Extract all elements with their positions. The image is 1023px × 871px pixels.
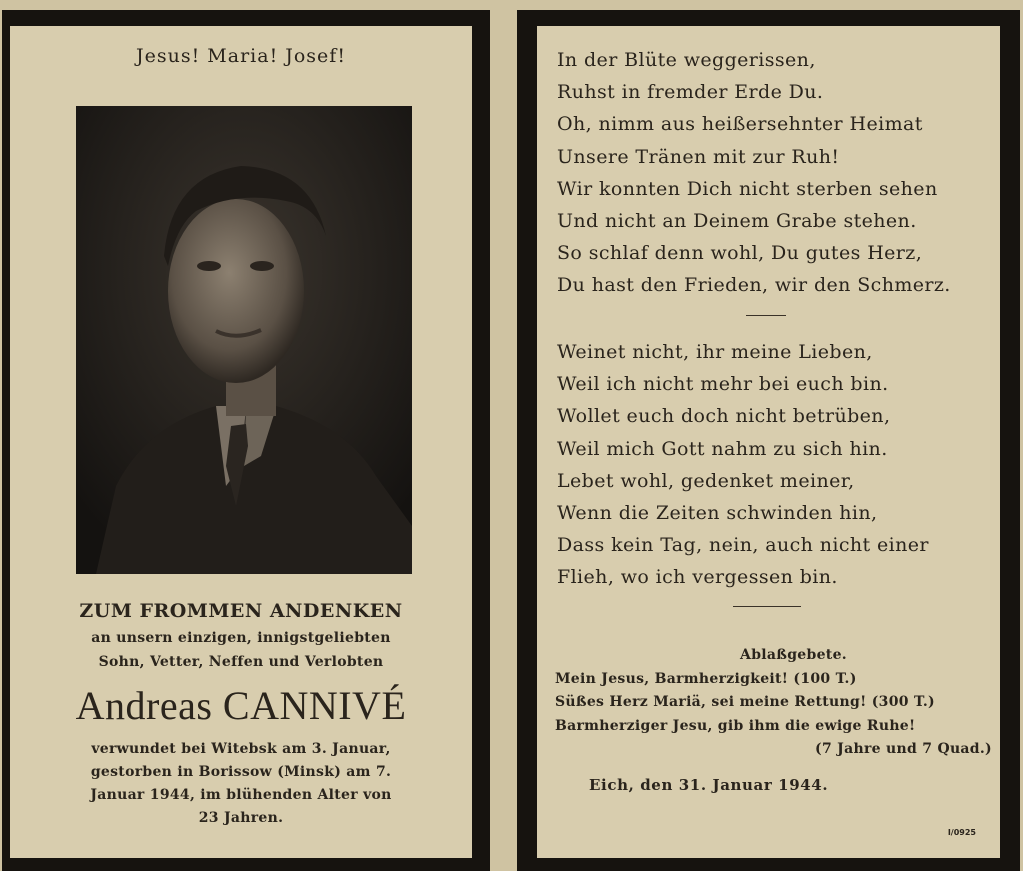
poem-stanza-1 [557,44,992,302]
memorial-subtitle-2: Sohn, Vetter, Neffen und Verlobten [98,654,384,670]
left-panel [10,26,472,858]
poem-line: Wenn die Zeiten schwinden hin, [557,502,878,525]
poem-line: Wollet euch doch nicht betrüben, [557,405,891,428]
prayer-note: (7 Jahre und 7 Quad.) [815,741,992,757]
header-invocation: Jesus! Maria! Josef! [136,45,346,67]
deceased-name: Andreas CANNIVÉ [75,683,407,728]
memorial-subtitle-1: an unsern einzigen, innigstgeliebten [91,630,391,646]
poem-stanza-2 [557,336,992,594]
poem-line: Unsere Tränen mit zur Ruh! [557,145,840,168]
details-line: verwundet bei Witebsk am 3. Januar, [91,741,391,757]
place-date: Eich, den 31. Januar 1944. [589,776,829,794]
death-details [50,738,432,830]
poem-line: So schlaf denn wohl, Du gutes Herz, [557,242,923,265]
poem-line: In der Blüte weggerissen, [557,49,816,71]
poem-line: Wir konnten Dich nicht sterben sehen [557,177,938,200]
poem-line: Weil ich nicht mehr bei euch bin. [557,373,889,396]
prayers-title: Ablaßgebete. [740,647,847,663]
memorial-card-right [517,10,1020,871]
poem-line: Flieh, wo ich vergessen bin. [557,566,838,589]
details-line: 23 Jahren. [198,810,284,826]
poem-line: Lebet wohl, gedenket meiner, [557,469,855,492]
poem-line: Und nicht an Deinem Grabe stehen. [557,210,917,233]
poem-line: Ruhst in fremder Erde Du. [557,81,824,104]
poem-line: Dass kein Tag, nein, auch nicht einer [557,534,929,557]
right-panel [537,26,1000,858]
poem-line: Weinet nicht, ihr meine Lieben, [557,341,873,363]
poem-line: Weil mich Gott nahm zu sich hin. [557,437,888,460]
details-line: Januar 1944, im blühenden Alter von [90,787,392,803]
prayer-line: Süßes Herz Mariä, sei meine Rettung! (300 T.) [555,694,935,710]
prayer-line: Barmherziger Jesu, gib ihm die ewige Ruhe! [555,717,916,734]
poem-line: Oh, nimm aus heißersehnter Heimat [557,113,923,136]
details-line: gestorben in Borissow (Minsk) am 7. [90,764,392,780]
indulgence-prayers [555,644,992,762]
prayer-line: Mein Jesus, Barmherzigkeit! (100 T.) [555,670,857,687]
print-code: I/0925 [947,828,976,837]
memorial-card-left [2,10,490,871]
portrait-photo [76,106,412,574]
stanza-divider [746,315,786,316]
memorial-title: ZUM FROMMEN ANDENKEN [79,600,403,622]
poem-line: Du hast den Frieden, wir den Schmerz. [557,274,951,297]
prayers-divider [733,606,801,607]
